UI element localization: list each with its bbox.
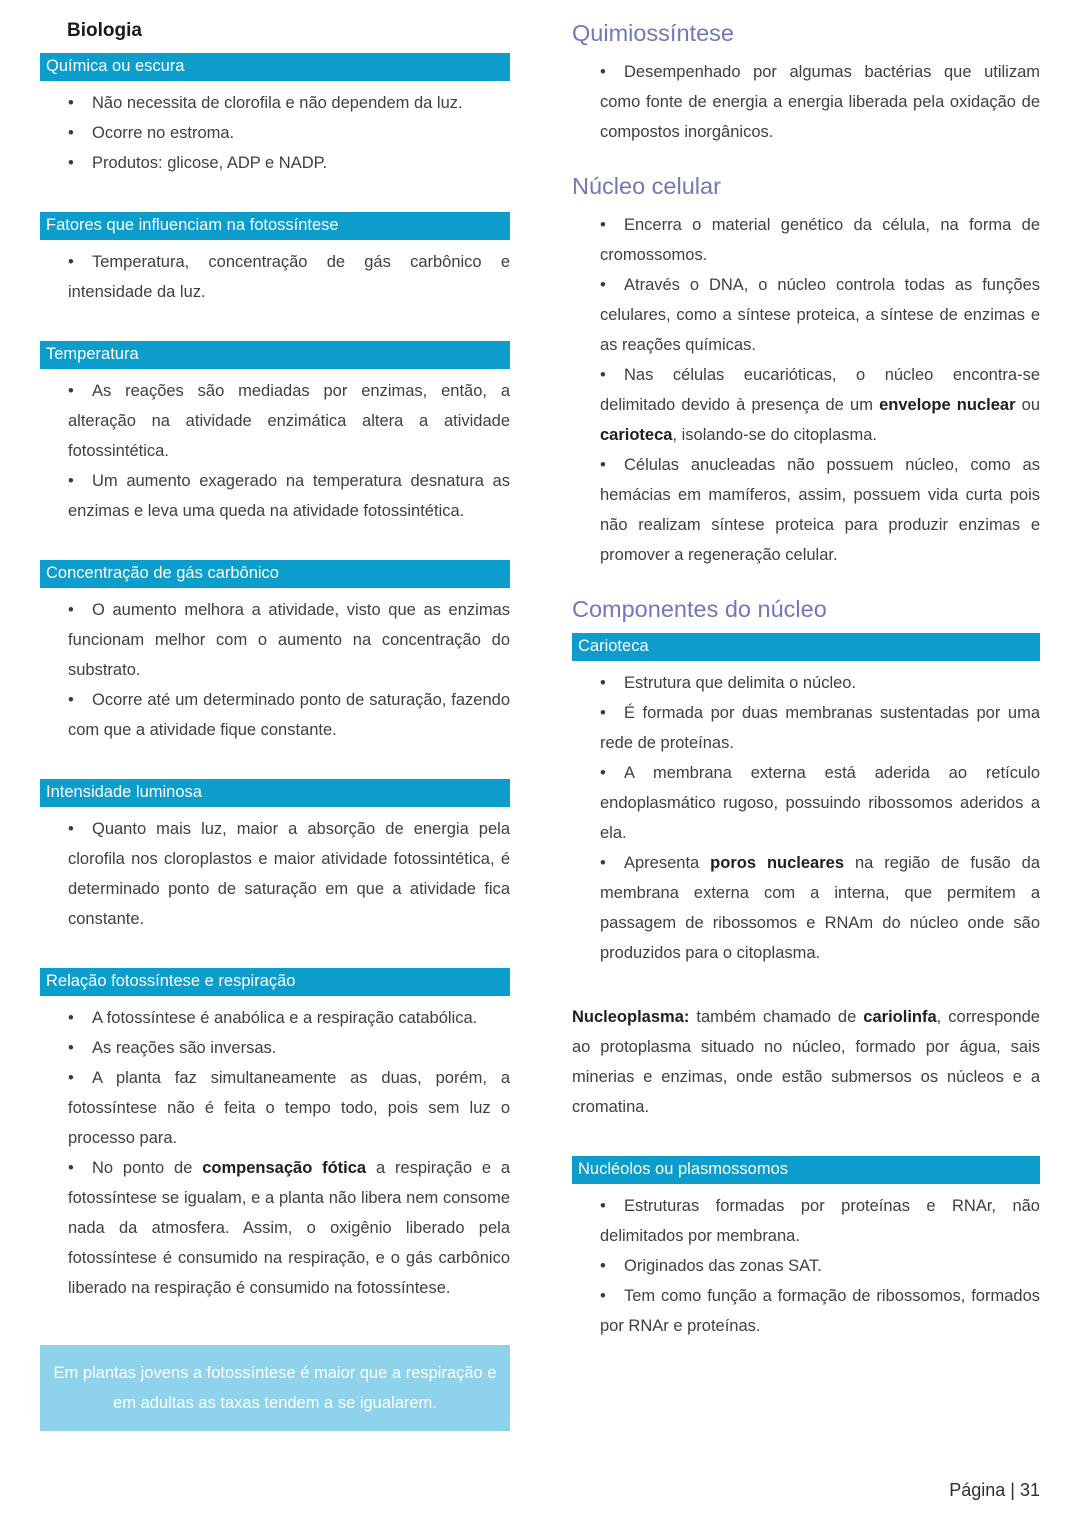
paragraph [572, 1002, 1040, 1122]
left-column [40, 18, 510, 1527]
text-run: a respiração e a fotossíntese se igualam, e a planta não libera nem consome nada da atmosfera. Assim, o oxigênio liberado pela fotossíntese é consumido na respiração, e o gás carbônico liberado na respiração é consumido na fotossíntese. [68, 1159, 511, 1297]
bullet-icon: • [600, 854, 606, 872]
bullet-icon: • [600, 1197, 606, 1215]
bullet-icon: • [68, 1009, 74, 1027]
list-item [40, 1153, 510, 1303]
section-block [572, 1156, 1040, 1341]
bullet-list [40, 595, 510, 745]
topic-heading: Componentes do núcleo [572, 596, 827, 622]
text-run: na região de fusão da membrana externa com a interna, que permitem a passagem de ribossomos e RNAm do núcleo onde são produzidos para o citoplasma. [600, 854, 1040, 962]
text-run: É formada por duas membranas sustentadas por uma rede de proteínas. [600, 704, 1040, 752]
list-item [572, 668, 1040, 698]
text-run: Células anucleadas não possuem núcleo, como as hemácias em mamíferos, assim, possuem vida curta pois não realizam síntese proteica para produzir enzimas e promover a regeneração celular. [600, 456, 1040, 564]
topic-heading: Núcleo celular [572, 173, 721, 199]
paragraph-block [572, 1002, 1040, 1122]
list-item [40, 595, 510, 685]
page-number: Página | 31 [949, 1480, 1040, 1500]
bullet-icon: • [600, 456, 606, 474]
bullet-icon: • [600, 1257, 606, 1275]
text-run: As reações são mediadas por enzimas, então, a alteração na atividade enzimática altera a atividade fotossintética. [68, 382, 510, 460]
text-run: Estruturas formadas por proteínas e RNAr, não delimitados por membrana. [600, 1197, 1040, 1245]
bullet-icon: • [68, 1159, 74, 1177]
text-run: A fotossíntese é anabólica e a respiração catabólica. [92, 1009, 478, 1027]
topic-heading: Quimiossíntese [572, 20, 734, 46]
bullet-icon: • [600, 63, 606, 81]
list-item [572, 698, 1040, 758]
text-run: Estrutura que delimita o núcleo. [624, 674, 857, 692]
text-run: Produtos: glicose, ADP e NADP. [92, 154, 328, 172]
list-item [40, 1003, 510, 1033]
list-item [572, 848, 1040, 968]
list-item [572, 450, 1040, 570]
section-title-bar: Carioteca [572, 633, 1040, 661]
list-item [40, 1063, 510, 1153]
bullet-list [40, 376, 510, 526]
list-item [40, 466, 510, 526]
text-run: Ocorre até um determinado ponto de saturação, fazendo com que a atividade fique constante. [68, 691, 510, 739]
right-column [572, 18, 1040, 1527]
bullet-icon: • [68, 601, 74, 619]
section-block [40, 779, 510, 934]
subject-title: Biologia [67, 20, 142, 41]
text-run: Tem como função a formação de ribossomos, formados por RNAr e proteínas. [600, 1287, 1040, 1335]
text-run: Através o DNA, o núcleo controla todas as funções celulares, como a síntese proteica, a síntese de enzimas e as reações químicas. [600, 276, 1040, 354]
text-run: Quanto mais luz, maior a absorção de energia pela clorofila nos cloroplastos e maior atividade fotossintética, é determinado ponto de saturação em que a atividade fica constante. [68, 820, 510, 928]
text-run: A membrana externa está aderida ao retículo endoplasmático rugoso, possuindo ribossomos aderidos a ela. [600, 764, 1040, 842]
bullet-list [40, 247, 510, 307]
text-run: Nas células eucarióticas, o núcleo encontra-se delimitado devido à presença de um [600, 366, 1040, 414]
section-title-bar: Intensidade luminosa [40, 779, 510, 807]
list-item [572, 210, 1040, 270]
bullet-list [40, 88, 510, 178]
text-run: Não necessita de clorofila e não dependem da luz. [92, 94, 463, 112]
text-run: Desempenhado por algumas bactérias que utilizam como fonte de energia a energia liberada pela oxidação de compostos inorgânicos. [600, 63, 1040, 141]
bullet-list [572, 57, 1040, 147]
bullet-icon: • [68, 1039, 74, 1057]
heading-block [572, 594, 1040, 624]
bullet-icon: • [68, 124, 74, 142]
text-run: Encerra o material genético da célula, na forma de cromossomos. [600, 216, 1040, 264]
bold-text-run: compensação fótica [202, 1159, 367, 1177]
right-column-blocks [572, 18, 1040, 1341]
list-item [572, 57, 1040, 147]
text-run: A planta faz simultaneamente as duas, porém, a fotossíntese não é feita o tempo todo, pois sem luz o processo para. [68, 1069, 510, 1147]
bullet-icon: • [68, 691, 74, 709]
section-title-bar: Relação fotossíntese e respiração [40, 968, 510, 996]
bullet-icon: • [600, 216, 606, 234]
bullet-icon: • [68, 820, 74, 838]
text-run: Temperatura, concentração de gás carbônico e intensidade da luz. [68, 253, 510, 301]
list-item [572, 270, 1040, 360]
bold-text-run: carioteca [600, 426, 673, 444]
bold-text-run: cariolinfa [863, 1008, 937, 1026]
bullet-icon: • [600, 674, 606, 692]
text-run: também chamado de [689, 1008, 864, 1026]
callout-block [40, 1345, 510, 1431]
bold-text-run: poros nucleares [710, 854, 844, 872]
bullet-list [40, 814, 510, 934]
callout-box: Em plantas jovens a fotossíntese é maior que a respiração e em adultas as taxas tendem a se igualarem. [40, 1345, 510, 1431]
bullet-icon: • [68, 382, 74, 400]
text-run: ou [1015, 396, 1041, 414]
text-run: No ponto de [92, 1159, 203, 1177]
heading-block [572, 171, 1040, 570]
text-run: , isolando-se do citoplasma. [672, 426, 877, 444]
text-run: , corresponde ao protoplasma situado no núcleo, formado por água, sais minerias e enzimas, onde estão submersos os núcleos e a cromatina. [572, 1008, 1040, 1116]
bold-text-run: envelope nuclear [879, 396, 1016, 414]
section-title-bar: Temperatura [40, 341, 510, 369]
list-item [40, 814, 510, 934]
section-title-bar: Química ou escura [40, 53, 510, 81]
text-run: Ocorre no estroma. [92, 124, 235, 142]
bullet-list [572, 210, 1040, 570]
list-item [40, 118, 510, 148]
section-title-bar: Fatores que influenciam na fotossíntese [40, 212, 510, 240]
section-block [40, 212, 510, 307]
section-block [40, 560, 510, 745]
bullet-icon: • [600, 1287, 606, 1305]
bullet-list [572, 1191, 1040, 1341]
bullet-icon: • [600, 366, 606, 384]
text-run: O aumento melhora a atividade, visto que as enzimas funcionam melhor com o aumento na concentração do substrato. [68, 601, 510, 679]
bullet-icon: • [68, 1069, 74, 1087]
section-block [572, 633, 1040, 968]
section-title-bar: Nucléolos ou plasmossomos [572, 1156, 1040, 1184]
list-item [572, 360, 1040, 450]
bullet-icon: • [68, 94, 74, 112]
list-item [40, 148, 510, 178]
section-block [40, 53, 510, 178]
list-item [40, 1033, 510, 1063]
list-item [40, 247, 510, 307]
bullet-icon: • [600, 704, 606, 722]
bullet-icon: • [68, 253, 74, 271]
heading-block [572, 18, 1040, 147]
list-item [40, 88, 510, 118]
text-run: Um aumento exagerado na temperatura desnatura as enzimas e leva uma queda na atividade fotossintética. [68, 472, 510, 520]
bullet-icon: • [68, 472, 74, 490]
text-run: Apresenta [624, 854, 711, 872]
section-block [40, 968, 510, 1303]
bullet-icon: • [68, 154, 74, 172]
bold-text-run: Nucleoplasma: [572, 1008, 690, 1026]
list-item [572, 1251, 1040, 1281]
text-run: As reações são inversas. [92, 1039, 277, 1057]
bullet-list [572, 668, 1040, 968]
list-item [572, 1281, 1040, 1341]
bullet-icon: • [600, 764, 606, 782]
list-item [572, 1191, 1040, 1251]
list-item [40, 685, 510, 745]
left-column-blocks [40, 53, 510, 1431]
bullet-list [40, 1003, 510, 1303]
list-item [40, 376, 510, 466]
list-item [572, 758, 1040, 848]
section-block [40, 341, 510, 526]
text-run: Originados das zonas SAT. [624, 1257, 822, 1275]
section-title-bar: Concentração de gás carbônico [40, 560, 510, 588]
bullet-icon: • [600, 276, 606, 294]
